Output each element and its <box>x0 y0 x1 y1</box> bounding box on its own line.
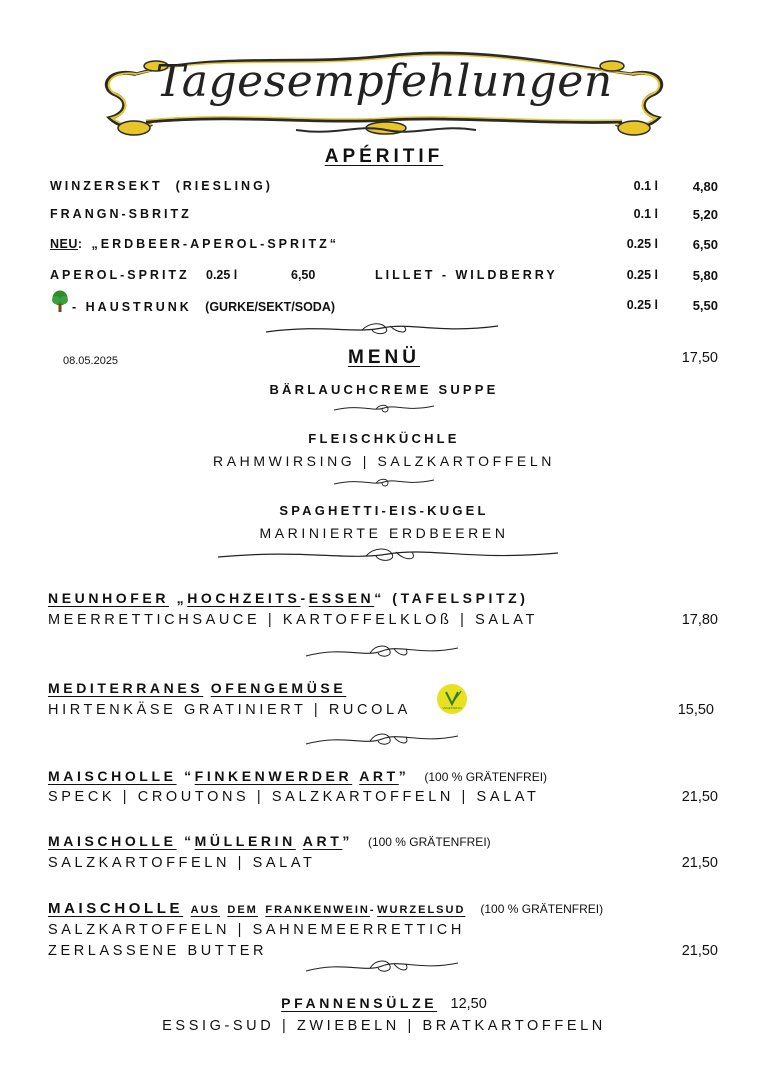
flourish-divider-icon <box>332 476 436 490</box>
aperitif-item-name: WINZERSEKT (RIESLING) <box>50 179 273 193</box>
menu-date: 08.05.2025 <box>63 355 119 367</box>
menu-price: 17,50 <box>681 350 718 366</box>
dish-description: SPECK | CROUTONS | SALZKARTOFFELN | SALAT <box>48 789 540 805</box>
aperitif-item-name: - HAUSTRUNK (GURKE/SEKT/SODA) <box>72 300 336 314</box>
menu-dessert-sides: MARINIERTE ERDBEEREN <box>259 525 509 541</box>
aperitif-item-volume: 0.1 l <box>633 179 658 193</box>
footer-title: PFANNENSÜLZE 12,50 <box>281 995 487 1012</box>
dish-description: SALZKARTOFFELN | SAHNEMEERRETTICH <box>48 922 465 938</box>
dish-title: MAISCHOLLE “MÜLLERIN ART” (100 % GRÄTENFREI) <box>48 833 491 849</box>
dish-price: 17,80 <box>681 612 718 628</box>
page-title: Tagesempfehlungen <box>155 56 613 107</box>
aperitif-item-name: FRANGN-SBRITZ <box>50 207 192 221</box>
aperitif-item-volume: 0.25 l <box>626 298 658 312</box>
dish-title: MEDITERRANES OFENGEMÜSE <box>48 680 347 696</box>
dish-title: MAISCHOLLE “FINKENWERDER ART” (100 % GRÄTENFREI) <box>48 768 548 784</box>
menu-heading: MENÜ <box>348 347 420 368</box>
flourish-divider-icon <box>332 402 436 416</box>
flourish-divider-icon <box>304 642 460 662</box>
flourish-divider-icon <box>304 730 460 750</box>
flourish-divider-icon <box>264 320 500 340</box>
aperitif-heading: APÉRITIF <box>324 146 444 167</box>
dish-price: 15,50 <box>677 702 714 718</box>
aperitif-item-name: LILLET - WILDBERRY <box>375 268 558 282</box>
menu-soup: BÄRLAUCHCREME SUPPE <box>269 382 499 397</box>
aperitif-item-name: NEU: „ERDBEER-APEROL-SPRITZ“ <box>50 237 340 251</box>
vegetarian-badge-icon <box>437 684 467 714</box>
aperitif-item-volume: 0.1 l <box>633 207 658 221</box>
aperitif-inline-volume: 0.25 l <box>206 268 238 282</box>
dish-price: 21,50 <box>681 855 718 871</box>
aperitif-inline-price: 6,50 <box>291 268 316 282</box>
dish-description: SALZKARTOFFELN | SALAT <box>48 855 316 871</box>
aperitif-item-price: 5,20 <box>692 207 718 222</box>
aperitif-item-price: 6,50 <box>692 237 718 252</box>
aperitif-item-volume: 0.25 l <box>626 268 658 282</box>
menu-dessert: SPAGHETTI-EIS-KUGEL <box>279 503 489 518</box>
dish-description: HIRTENKÄSE GRATINIERT | RUCOLA <box>48 702 411 718</box>
aperitif-item-price: 5,80 <box>692 268 718 283</box>
footer-description: ESSIG-SUD | ZWIEBELN | BRATKARTOFFELN <box>162 1018 606 1034</box>
menu-main-sides: RAHMWIRSING | SALZKARTOFFELN <box>213 453 555 469</box>
dish-title: NEUNHOFER „HOCHZEITS-ESSEN“ (TAFELSPITZ) <box>48 590 529 606</box>
menu-main: FLEISCHKÜCHLE <box>308 431 460 446</box>
dish-price: 21,50 <box>681 789 718 805</box>
dish-price: 21,50 <box>681 943 718 959</box>
dish-description: MEERRETTICHSAUCE | KARTOFFELKLOß | SALAT <box>48 612 538 628</box>
aperitif-item-name: APEROL-SPRITZ <box>50 268 190 282</box>
flourish-divider-icon <box>304 957 460 977</box>
tree-icon <box>50 290 70 314</box>
aperitif-item-price: 5,50 <box>692 298 718 313</box>
vegetarian-badge-label: VEGETARIAN <box>442 706 462 710</box>
flourish-divider-icon <box>216 545 560 567</box>
dish-description: ZERLASSENE BUTTER <box>48 943 268 959</box>
aperitif-item-price: 4,80 <box>692 179 718 194</box>
dish-title: MAISCHOLLE AUS DEM FRANKENWEIN-WURZELSUD (100 % GRÄTENFREI) <box>48 900 604 917</box>
aperitif-item-volume: 0.25 l <box>626 237 658 251</box>
